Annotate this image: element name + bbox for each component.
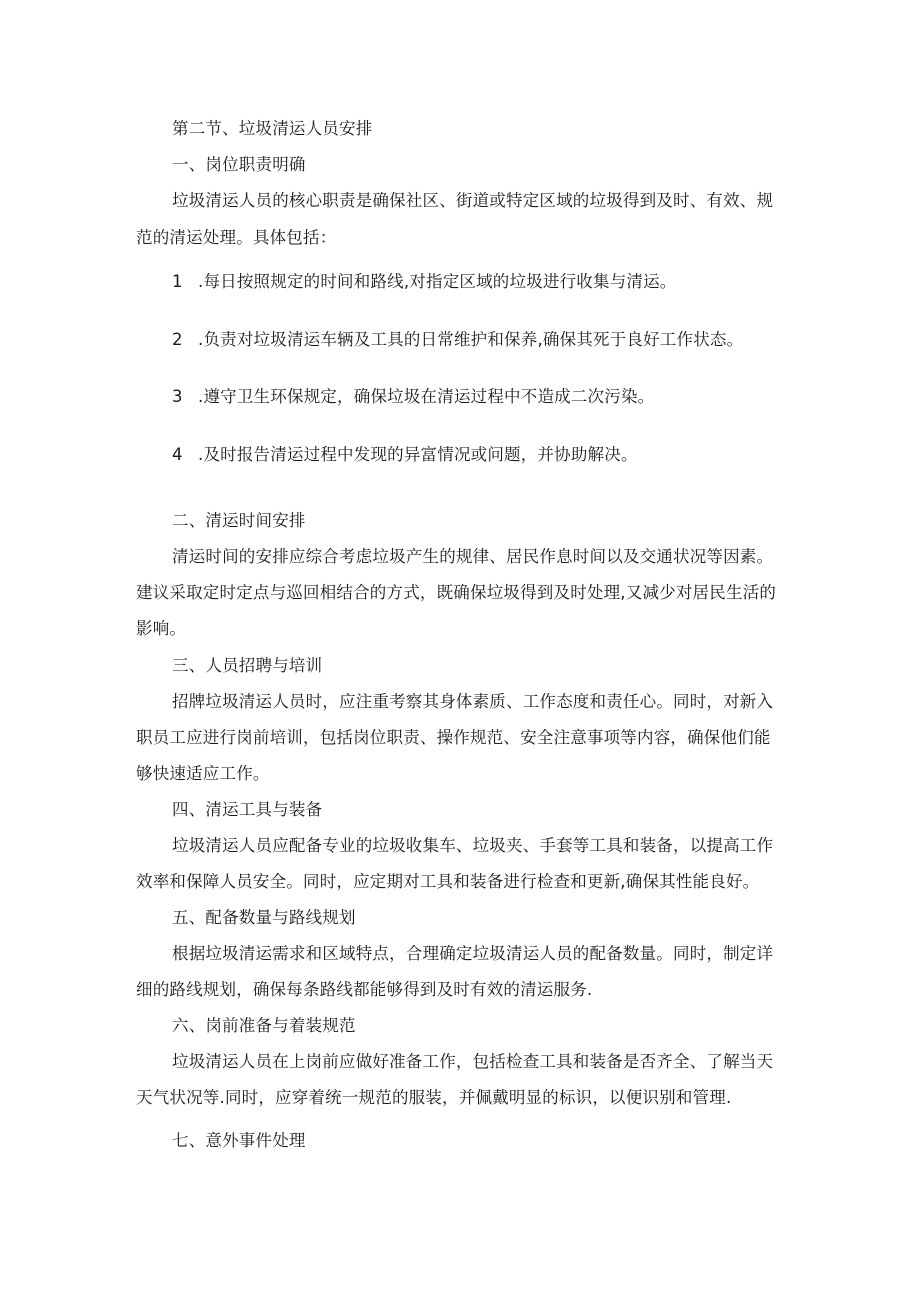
section-title: 第二节、垃圾清运人员安排: [172, 119, 373, 138]
para-s3-line3: 够快速适应工作。: [136, 764, 270, 783]
heading-s6: 六、岗前准备与着装规范: [172, 1016, 356, 1035]
list-item-text: .遵守卫生环保规定，确保垃圾在清运过程中不造成二次污染。: [198, 387, 655, 406]
heading-s7: 七、意外事件处理: [172, 1131, 306, 1150]
list-item-4: [172, 445, 638, 465]
para-s1-line1: 垃圾清运人员的核心职责是确保社区、街道或特定区域的垃圾得到及时、有效、规: [172, 191, 774, 210]
para-s2-line3: 影响。: [136, 619, 187, 638]
list-item-number: 2: [172, 330, 183, 349]
list-item-number: 4: [172, 445, 183, 464]
heading-s4: 四、清运工具与装备: [172, 800, 323, 819]
heading-s5: 五、配备数量与路线规划: [172, 908, 356, 927]
list-item-number: 3: [172, 387, 183, 406]
para-s4-line2: 效率和保障人员安全。同时，应定期对工具和装备进行检查和更新,确保其性能良好。: [136, 872, 760, 891]
heading-s1: 一、岗位职责明确: [172, 155, 306, 174]
list-item-2: [172, 330, 743, 350]
para-s1-line2: 范的清运处理。具体包括：: [136, 228, 337, 247]
list-item-text: .及时报告清运过程中发现的异富情况或问题，并协助解决。: [198, 445, 638, 464]
heading-s3: 三、人员招聘与培训: [172, 656, 323, 675]
heading-s2: 二、清运时间安排: [172, 511, 306, 530]
list-item-text: .每日按照规定的时间和路线,对指定区域的垃圾进行收集与清运。: [198, 272, 677, 291]
para-s6-line1: 垃圾清运人员在上岗前应做好准备工作，包括检查工具和装备是否齐全、了解当天: [172, 1052, 774, 1071]
para-s2-line2: 建议采取定时定点与巡回相结合的方式，既确保垃圾得到及时处理,又减少对居民生活的: [136, 583, 777, 602]
para-s5-line1: 根据垃圾清运需求和区域特点，合理确定垃圾清运人员的配备数量。同时，制定详: [172, 944, 774, 963]
list-item-number: 1: [172, 272, 183, 291]
para-s6-line2: 天气状况等.同时，应穿着统一规范的服装，并佩戴明显的标识，以便识别和管理.: [136, 1088, 732, 1107]
list-item-1: [172, 272, 677, 292]
para-s3-line1: 招牌垃圾清运人员时，应注重考察其身体素质、工作态度和责任心。同时，对新入: [172, 692, 774, 711]
list-item-3: [172, 387, 654, 407]
list-item-text: .负责对垃圾清运车辆及工具的日常维护和保养,确保其死于良好工作状态。: [198, 330, 744, 349]
para-s2-line1: 清运时间的安排应综合考虑垃圾产生的规律、居民作息时间以及交通状况等因素。: [172, 547, 774, 566]
para-s3-line2: 职员工应进行岗前培训，包括岗位职责、操作规范、安全注意事项等内容，确保他们能: [136, 728, 771, 747]
para-s4-line1: 垃圾清运人员应配备专业的垃圾收集车、垃圾夹、手套等工具和装备，以提高工作: [172, 836, 774, 855]
para-s5-line2: 细的路线规划，确保每条路线都能够得到及时有效的清运服务.: [136, 980, 593, 999]
